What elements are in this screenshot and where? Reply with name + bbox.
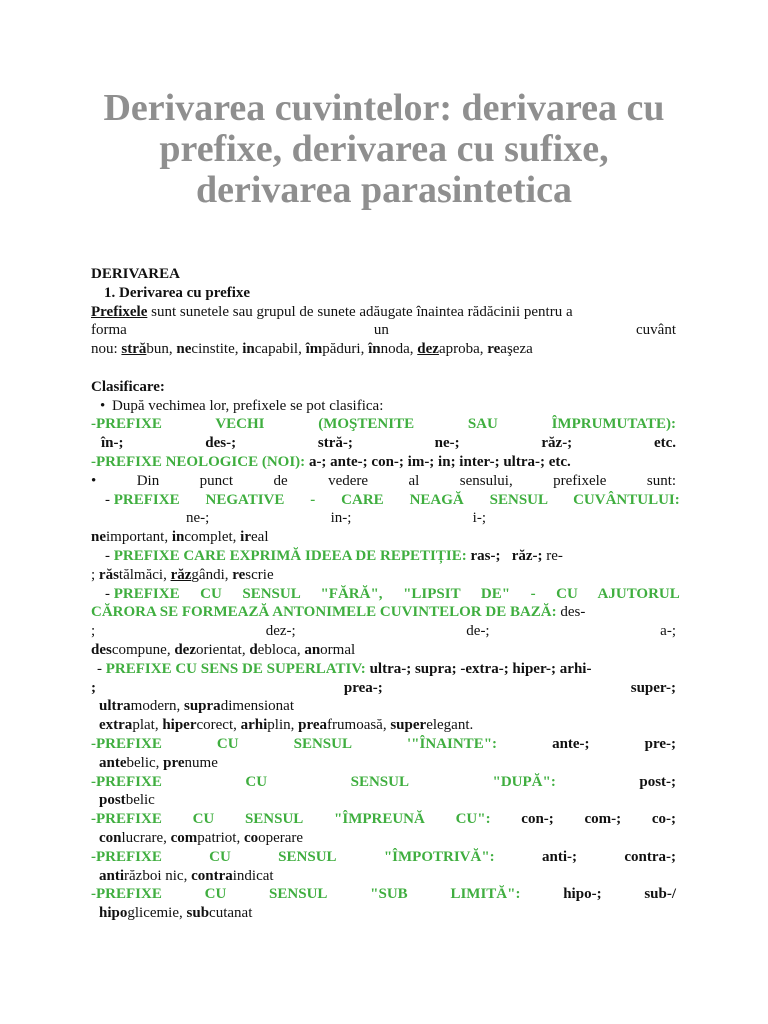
example-root: aşeza (500, 341, 533, 358)
superlativ-line-2 (91, 679, 676, 698)
intro-line-3: nou: străbun, necinstite, incapabil, împăduri, înnoda, dezaproba, reaşeza (91, 341, 533, 358)
label-word: CUVÂNTULUI: (573, 491, 680, 508)
label-word: VECHI (215, 416, 265, 433)
label-word: CU (192, 811, 215, 828)
prefix-item: stră-; (317, 435, 353, 452)
example-prefix: an (304, 641, 321, 658)
prefix-row-examples: conlucrare, compatriot, cooperare (99, 829, 304, 846)
label-word: -PREFIXE (91, 735, 162, 752)
document-body (91, 265, 680, 923)
prefix-row-4 (91, 885, 676, 904)
example-prefix: in (171, 529, 185, 546)
prefix-item: în-; (101, 435, 124, 452)
label-word: SENSUL (278, 848, 337, 865)
example-root: eal (251, 529, 269, 546)
prefix-item: des-; (205, 435, 237, 452)
prefix-row-examples (91, 791, 676, 810)
prefix-item: de-; (466, 623, 490, 640)
example-prefix: com (170, 829, 198, 846)
example-prefix: stră (121, 341, 147, 358)
prefix-row-0 (91, 735, 676, 754)
prefix-row-1 (91, 773, 676, 792)
sens-word: vedere (328, 472, 369, 489)
sens-line (91, 472, 676, 491)
label-word: CU (245, 773, 268, 790)
prefix-item: contra-; (624, 848, 676, 865)
example-root: noda (380, 341, 410, 358)
example-root: complet (184, 529, 233, 546)
prefix-item: co-; (651, 811, 677, 828)
label-word: - (530, 585, 536, 602)
label-word: "ÎMPREUNĂ (334, 811, 425, 828)
prefix-rows (91, 735, 676, 923)
prefix-item: anti-; (542, 848, 578, 865)
title-line: Derivarea cuvintelor: derivarea cu (103, 87, 665, 129)
prefixe-vechi-label (91, 415, 676, 434)
example-root: indicat (232, 867, 274, 884)
label-word: -PREFIXE (91, 773, 162, 790)
example-prefix: d (249, 641, 258, 658)
label-word: PREFIXE (113, 585, 180, 602)
example-prefix: hipo (99, 905, 128, 922)
example-prefix: in (242, 341, 255, 358)
example-prefix: dez (417, 341, 439, 358)
example-prefix: ultra (99, 698, 131, 715)
label-word: CU (556, 585, 578, 602)
superlativ-line: - PREFIXE CU SENS DE SUPERLATIV: ultra-; supra; -extra-; hiper-; arhi- (97, 660, 592, 677)
example-root: patriot (197, 829, 237, 846)
example-root: cutanat (209, 905, 253, 922)
example-root: dimensionat (220, 698, 295, 715)
example-prefix: ne (176, 341, 192, 358)
negative-line: - PREFIXE NEGATIVE - CARE NEAGĂ SENSUL CUVÂNTULUI: (105, 491, 680, 508)
title-line: prefixe, derivarea cu sufixe, (159, 128, 609, 170)
intro-examples: străbun, necinstite, incapabil, împăduri, înnoda, dezaproba, reaşeza (121, 341, 533, 358)
label-word: -PREFIXE (91, 416, 162, 433)
label-word: NEAGĂ (409, 491, 464, 508)
sens-word: Din (136, 472, 160, 489)
sens-word: prefixele (553, 472, 607, 489)
label-word: (MOŞTENITE (318, 416, 415, 433)
sens-word: de (273, 472, 288, 489)
label-word: "DUPĂ": (492, 773, 556, 790)
term-prefixele: Prefixele (91, 303, 148, 320)
vechime-line: • După vechimea lor, prefixele se pot clasifica: (100, 397, 384, 414)
prefix-row-2 (91, 810, 676, 829)
example-root: păduri (322, 341, 361, 358)
prefix-row-3 (91, 848, 676, 867)
example-root: belic (126, 754, 156, 771)
sens-word: sunt: (646, 472, 677, 489)
fara-line-2: CĂRORA SE FORMEAZĂ ANTONIMELE CUVINTELOR DE BAZĂ: des- (91, 604, 586, 621)
example-prefix: ne (91, 529, 106, 546)
label-word: -PREFIXE (91, 886, 162, 903)
negative-examples: neimportant, incomplet, ireal (91, 529, 269, 546)
example-prefix: îm (305, 341, 323, 358)
sens-word: • (91, 472, 97, 489)
superlativ-line-4: extraplat, hipercorect, arhiplin, preafrumoasă, superelegant. (99, 717, 474, 734)
example-prefix: des (91, 641, 112, 658)
label-word: CU (209, 848, 231, 865)
label-word: SENSUL (293, 735, 352, 752)
prefix-row-examples: antebelic, prenume (99, 754, 218, 771)
label-word: SENSUL (489, 491, 548, 508)
label-word: - (310, 491, 316, 508)
prefix-item: com-; (584, 811, 622, 828)
title-line: derivarea parasintetica (195, 169, 573, 211)
example-prefix: sub (186, 905, 210, 922)
clasificare-heading: Clasificare: (91, 378, 165, 395)
superlativ-line-3: ultramodern, supradimensionat (99, 698, 295, 715)
label-word: AJUTORUL (597, 585, 680, 602)
prefix-item: etc. (653, 435, 677, 452)
example-prefix: arhi (240, 717, 268, 734)
example-root: aproba (438, 341, 480, 358)
example-root: frumoasă (327, 717, 383, 734)
prefix-item: dez-; (265, 623, 296, 640)
section-heading: DERIVAREA (91, 266, 180, 282)
subsection-heading: 1. Derivarea cu prefixe (104, 284, 251, 301)
prefix-item: prea-; (343, 679, 383, 696)
prefix-item: ; (91, 679, 96, 696)
label-word: "ÎMPOTRIVĂ": (383, 848, 495, 865)
example-prefix: prea (298, 717, 328, 734)
label-word: ÎMPRUMUTATE): (551, 416, 677, 433)
repetitie-examples: ; răstălmăci, răzgândi, rescrie (91, 566, 274, 583)
example-root: nume (184, 754, 218, 771)
prefix-item: a-; (660, 623, 676, 640)
fara-line-3 (91, 622, 676, 641)
example-root: ebloca (257, 641, 297, 658)
label-word: -PREFIXE (91, 811, 162, 828)
example-prefix: re (487, 341, 501, 358)
example-prefix: supra (184, 698, 221, 715)
label-word: "FĂRĂ", (320, 585, 383, 602)
example-prefix: extra (99, 717, 133, 734)
example-root: belic (125, 792, 155, 809)
example-root: cinstite (191, 341, 235, 358)
label-word: DE" (480, 585, 511, 602)
prefix-item: ; (91, 623, 96, 640)
fara-line-1: - PREFIXE CU SENSUL "FĂRĂ", "LIPSIT DE" - CU AJUTORUL (105, 585, 680, 602)
example-prefix: super (390, 717, 427, 734)
label-word: CU": (455, 811, 491, 828)
intro-line-1 (91, 303, 676, 322)
example-root: orientat (196, 641, 242, 658)
prefix-row-examples: antirăzboi nic, contraindicat (99, 867, 274, 884)
label-word: SENSUL (350, 773, 409, 790)
example-root: glicemie (127, 905, 180, 922)
prefix-item: ne-; (434, 435, 460, 452)
example-prefix: post (99, 792, 126, 809)
example-root: elegant. (426, 717, 474, 734)
prefix-item: super-; (630, 679, 677, 696)
example-prefix: pre (163, 754, 185, 771)
example-prefix: ante (99, 754, 127, 771)
label-word: CARE (341, 491, 384, 508)
example-root: război nic (124, 867, 184, 884)
repetitie-line: - PREFIXE CARE EXPRIMĂ IDEEA DE REPETIȚIE: ras-; răz-; re- (105, 547, 563, 564)
example-prefix: în (368, 341, 381, 358)
example-root: ormal (320, 641, 356, 658)
prefix-item: i-; (472, 510, 487, 527)
prefix-row-examples: hipoglicemie, subcutanat (99, 905, 253, 922)
example-root: plat (132, 717, 155, 734)
prefix-item: con-; (521, 811, 554, 828)
page-title (60, 88, 708, 211)
label-word: '"ÎNAINTE": (407, 735, 498, 752)
example-root: important (106, 529, 165, 546)
example-root: plin (267, 717, 291, 734)
example-prefix: ir (240, 529, 251, 546)
prefix-item: hipo-; (563, 886, 602, 903)
example-root: capabil (254, 341, 299, 358)
label-word: "LIPSIT (403, 585, 461, 602)
prefix-item: pre-; (644, 735, 676, 752)
example-prefix: anti (99, 867, 125, 884)
label-word: SENSUL (242, 585, 300, 602)
example-prefix: hiper (162, 717, 197, 734)
prefix-item: ante-; (552, 735, 590, 752)
label-word: SENSUL (244, 811, 304, 828)
sens-word: sensului, (459, 472, 513, 489)
label-word: "SUB (370, 886, 408, 903)
example-root: compune (111, 641, 167, 658)
label-word: PREFIXE (113, 491, 180, 508)
label-word: CU (200, 585, 222, 602)
prefix-item: in-; (330, 510, 352, 527)
sens-word: al (408, 472, 420, 489)
sens-word: punct (199, 472, 233, 489)
intro-line-2: forma un cuvânt (91, 322, 676, 339)
prefix-item: post-; (639, 773, 677, 790)
example-root: modern (130, 698, 177, 715)
prefix-item: sub-/ (644, 886, 677, 903)
neologice-line: -PREFIXE NEOLOGICE (NOI): a-; ante-; con-; im-; in; inter-; ultra-; etc. (91, 453, 571, 470)
label-word: CU (216, 735, 239, 752)
prefix-item: răz-; (541, 435, 573, 452)
label-word: SAU (467, 416, 498, 433)
label-word: -PREFIXE (91, 848, 162, 865)
example-prefix: dez (174, 641, 196, 658)
label-word: SENSUL (269, 886, 328, 903)
prefixe-vechi-items (91, 434, 676, 453)
label-word: LIMITĂ": (450, 886, 521, 903)
example-root: operare (258, 829, 304, 846)
example-root: bun (146, 341, 169, 358)
fara-examples: descompune, dezorientat, debloca, anormal (91, 641, 356, 658)
example-prefix: con (99, 829, 122, 846)
prefix-item: ne-; (186, 510, 210, 527)
negative-items (91, 509, 676, 528)
example-root: lucrare (121, 829, 164, 846)
label-word: CU (204, 886, 227, 903)
bullet-icon: • (100, 397, 106, 414)
example-prefix: co (243, 829, 259, 846)
example-prefix: contra (191, 867, 233, 884)
example-root: corect (196, 717, 234, 734)
label-word: NEGATIVE (205, 491, 285, 508)
intro-text: sunt sunetele sau grupul de sunete adăugate înaintea rădăcinii pentru a (147, 303, 573, 320)
